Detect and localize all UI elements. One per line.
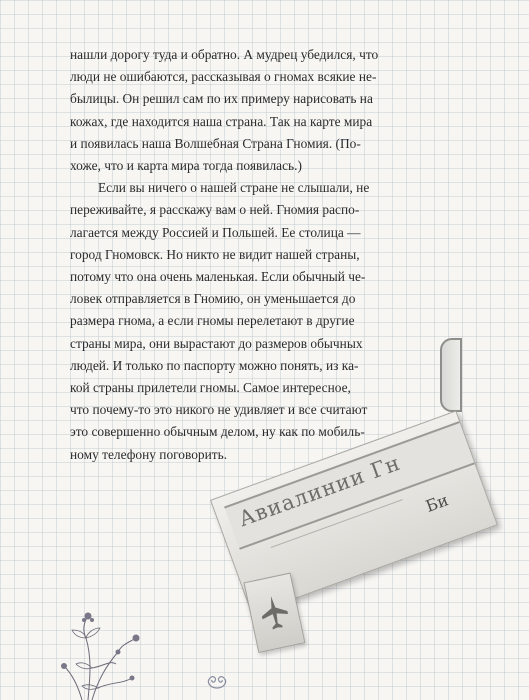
ticket-subtitle: Би — [423, 490, 451, 516]
paragraph-1 — [70, 44, 398, 177]
text-line: потому что она очень маленькая. Если обычный че- — [70, 269, 366, 285]
text-line: и появилась наша Волшебная Страна Гномия. (По- — [70, 135, 361, 151]
flower-illustration — [58, 608, 218, 700]
text-line: что почему-то это никого не удивляет и все считают — [70, 402, 368, 418]
text-line: люди не ошибаются, рассказывая о гномах всякие не- — [70, 69, 377, 85]
text-line: ловек отправляется в Гномию, он уменьшается до — [70, 291, 356, 307]
text-line: хоже, что и карта мира тогда появилась.) — [70, 158, 302, 174]
text-line: размера гнома, а если гномы перелетают в другие — [70, 313, 355, 329]
text-line: переживайте, я расскажу вам о ней. Гномия распо- — [70, 202, 360, 218]
ticket-title: Авиалинии Гн — [235, 450, 404, 532]
text-line: ному телефону поговорить. — [70, 446, 228, 462]
text-line: кой страны прилетели гномы. Самое интересное, — [70, 380, 351, 396]
page-text — [70, 44, 398, 466]
paragraph-2 — [70, 177, 398, 466]
text-line: страны мира, они вырастают до размеров обычных — [70, 335, 363, 351]
ornament-icon — [202, 668, 232, 692]
ticket-stub-illustration — [440, 338, 462, 412]
text-line: Если вы ничего о нашей стране не слышали, не — [98, 180, 370, 196]
text-line: нашли дорогу туда и обратно. А мудрец убедился, что — [70, 47, 379, 62]
text-line: это совершенно обычным делом, ну как по мобиль- — [70, 424, 365, 440]
text-line: людей. И только по паспорту можно понять, из ка- — [70, 357, 359, 373]
text-line: город Гномовск. Но никто не видит нашей страны, — [70, 246, 360, 262]
text-line: кожах, где находится наша страна. Так на карте мира — [70, 113, 373, 129]
text-line: лагается между Россией и Польшей. Ее столица — — [70, 224, 361, 240]
text-line: былицы. Он решил сам по их примеру нарисовать на — [70, 91, 373, 107]
